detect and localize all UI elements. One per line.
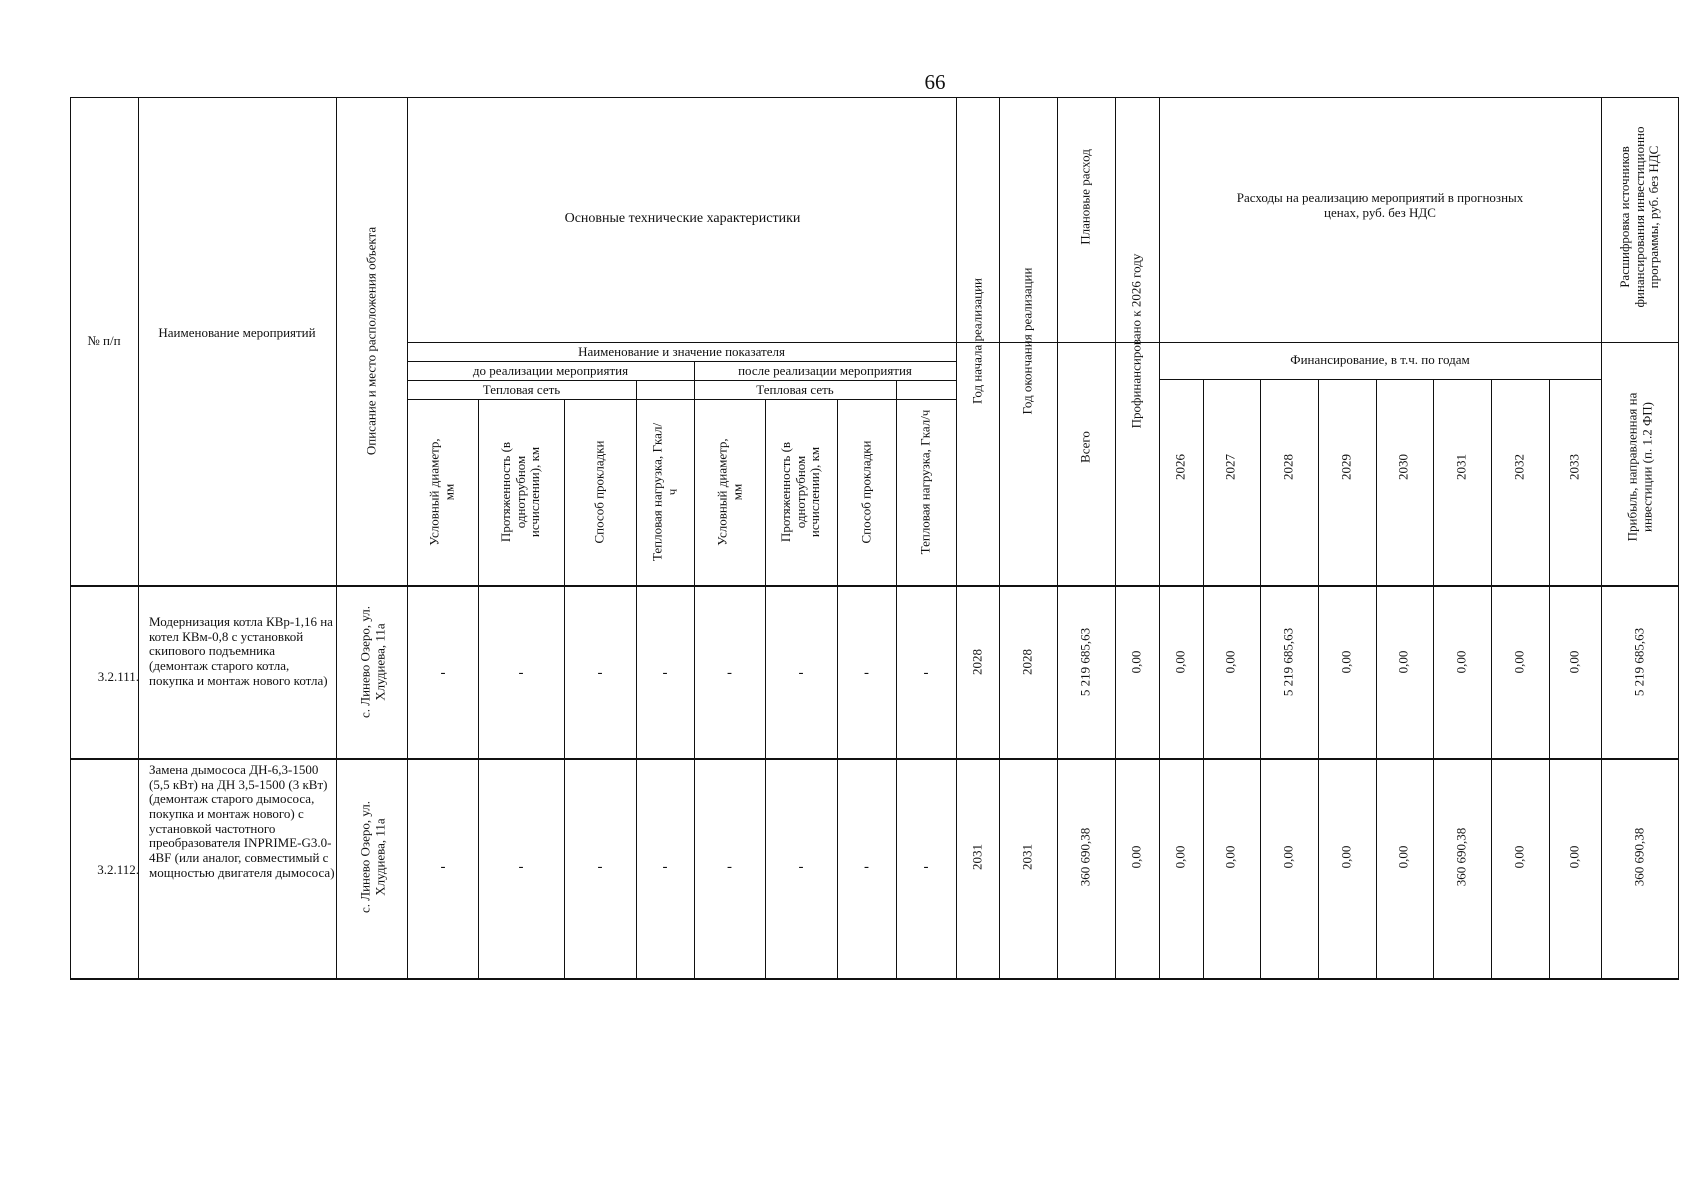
year-value: 0,00 (1566, 845, 1582, 869)
header-name: Наименование мероприятий (158, 325, 316, 340)
rule (1601, 97, 1602, 980)
tech-value: - (597, 665, 603, 681)
header-total: Всего (1077, 431, 1093, 463)
profit-value: 360 690,38 (1631, 827, 1647, 887)
rule (407, 399, 956, 400)
tech-value: - (727, 859, 732, 875)
header-planned: Плановые расход (1077, 149, 1093, 245)
rule (1159, 379, 1601, 380)
header-indicator: Наименование и значение показателя (578, 344, 785, 359)
header-method-before: Способ прокладки (591, 440, 607, 544)
rule (1260, 379, 1261, 980)
rule (1433, 379, 1434, 980)
row-num: 3.2.112. (97, 862, 139, 877)
year-header: 2026 (1172, 454, 1188, 480)
tech-value: - (923, 859, 929, 875)
header-heat-net-before: Тепловая сеть (482, 382, 561, 397)
total-value: 5 219 685,63 (1077, 627, 1093, 697)
year-value: 0,00 (1511, 650, 1527, 674)
table-border-top (70, 97, 1679, 98)
rule (407, 342, 1679, 343)
year-value: 0,00 (1511, 845, 1527, 869)
year-value: 0,00 (1338, 650, 1354, 674)
rule (837, 399, 838, 980)
year-value: 0,00 (1338, 845, 1354, 869)
year-end: 2028 (1019, 649, 1035, 675)
header-bottom-rule (70, 585, 1679, 587)
header-expenses: Расходы на реализацию мероприятий в прогнозных ценах, руб. без НДС (1236, 190, 1524, 220)
row-name: Замена дымососа ДН-6,3-1500 (5,5 кВт) на ДН 3,5-1500 (3 кВт) (демонтаж старого дымососа, покупка и монтаж нового) с установкой частотного преобразователя INPRIME-G3.0-4BF (или аналог, совместимый с мощностью двигателя дымососа) (149, 762, 335, 880)
header-heat-net-after: Тепловая сеть (756, 382, 834, 397)
rule (1057, 97, 1058, 980)
year-header: 2028 (1280, 454, 1296, 480)
header-profit: Прибыль, направленная на инвестиции (п. 1.2 ФП) (1624, 392, 1654, 542)
prefunded-value: 0,00 (1128, 650, 1144, 674)
year-value: 0,00 (1280, 845, 1296, 869)
year-start: 2031 (969, 844, 985, 870)
rule (1376, 379, 1377, 980)
rule (1491, 379, 1492, 980)
year-header: 2031 (1453, 454, 1469, 480)
rule (1203, 379, 1204, 980)
tech-value: - (662, 665, 668, 681)
header-financing: Финансирование, в т.ч. по годам (1290, 352, 1470, 367)
prefunded-value: 0,00 (1128, 845, 1144, 869)
year-header: 2032 (1511, 454, 1527, 480)
row-num: 3.2.111. (97, 669, 139, 684)
rule (564, 399, 565, 980)
rule (478, 399, 479, 980)
header-location: Описание и место расположения объекта (363, 226, 379, 456)
rule (1159, 97, 1160, 980)
header-load-before: Тепловая нагрузка, Гкал/ч (649, 422, 679, 562)
tech-value: - (440, 665, 446, 681)
header-before: до реализации мероприятия (472, 363, 629, 378)
tech-value: - (597, 859, 603, 875)
tech-value: - (518, 859, 524, 875)
rule (1318, 379, 1319, 980)
header-num: № п/п (87, 333, 121, 348)
rule (765, 399, 766, 980)
rule (138, 97, 139, 980)
year-header: 2027 (1222, 454, 1238, 480)
tech-value: - (518, 665, 524, 681)
row-separator (70, 758, 1679, 760)
year-value: 0,00 (1222, 650, 1238, 674)
tech-value: - (727, 665, 732, 681)
investment-table (70, 97, 1679, 980)
tech-value: - (864, 665, 869, 681)
year-value: 5 219 685,63 (1280, 627, 1296, 697)
year-start: 2028 (969, 649, 985, 675)
header-after: после реализации мероприятия (738, 363, 912, 378)
header-diameter-before: Условный диаметр, мм (426, 438, 456, 546)
header-main-tech: Основные технические характеристики (564, 211, 801, 226)
profit-value: 5 219 685,63 (1631, 627, 1647, 697)
page-number: 66 (924, 70, 946, 94)
tech-value: - (864, 859, 869, 875)
rule (407, 361, 956, 362)
rule (1115, 97, 1116, 980)
row-location: с. Линево Озеро, ул. Хлудиева, 11а (357, 605, 387, 719)
rule (1678, 97, 1679, 980)
header-method-after: Способ прокладки (858, 440, 874, 544)
year-value: 0,00 (1453, 650, 1469, 674)
table-border-bottom (70, 978, 1679, 980)
total-value: 360 690,38 (1077, 827, 1093, 887)
header-prefunded: Профинансировано к 2026 году (1128, 253, 1144, 429)
header-year-start: Год начала реализации (969, 277, 985, 405)
header-sources: Расшифровка источников финансирования инвестиционно программы, руб. без НДС (1617, 126, 1662, 308)
header-length-after: Протяженность (в однотрубном исчислении), км (778, 441, 823, 543)
tech-value: - (440, 859, 446, 875)
row-name: Модернизация котла КВр-1,16 на котел КВм-0,8 с установкой скипового подъемника (демонтаж старого котла, покупка и монтаж нового котла) (149, 614, 333, 688)
tech-value: - (798, 665, 804, 681)
row-location: с. Линево Озеро, ул. Хлудиева, 11а (357, 800, 387, 914)
year-value: 0,00 (1172, 650, 1188, 674)
rule (1549, 379, 1550, 980)
year-end: 2031 (1019, 844, 1035, 870)
year-value: 360 690,38 (1453, 827, 1469, 887)
year-value: 0,00 (1172, 845, 1188, 869)
year-header: 2030 (1395, 454, 1411, 480)
year-value: 0,00 (1566, 650, 1582, 674)
tech-value: - (662, 859, 668, 875)
year-value: 0,00 (1222, 845, 1238, 869)
year-value: 0,00 (1395, 845, 1411, 869)
year-value: 0,00 (1395, 650, 1411, 674)
rule (407, 97, 408, 980)
header-load-after: Тепловая нагрузка, Гкал/ч (917, 409, 933, 555)
rule (999, 97, 1000, 980)
header-year-end: Год окончания реализации (1019, 267, 1035, 415)
year-header: 2033 (1566, 454, 1582, 480)
tech-value: - (923, 665, 929, 681)
header-length-before: Протяженность (в однотрубном исчислении), км (498, 441, 543, 543)
header-diameter-after: Условный диаметр, мм (714, 438, 744, 546)
rule (407, 380, 956, 381)
tech-value: - (798, 859, 804, 875)
year-header: 2029 (1338, 454, 1354, 480)
rule (956, 97, 957, 980)
rule (70, 97, 71, 980)
